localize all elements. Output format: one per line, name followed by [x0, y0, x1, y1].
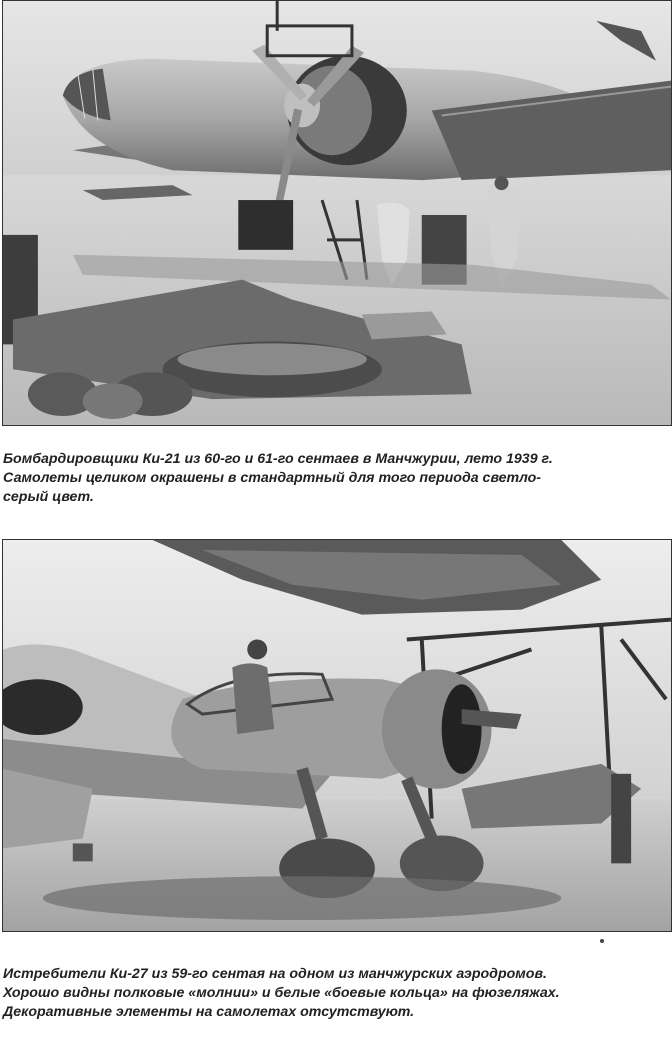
bomber-photo-illustration — [3, 1, 671, 425]
caption-fighters — [3, 965, 672, 1022]
photo-ki21-bombers — [2, 0, 672, 426]
photo-ki27-fighters — [2, 539, 672, 932]
caption-line: Декоративные элементы на самолетах отсутствуют. — [3, 1004, 415, 1020]
fighter-photo-illustration — [3, 540, 671, 931]
caption-line: Хорошо видны полковые «молнии» и белые «боевые кольца» на фюзеляжах. — [3, 985, 560, 1001]
print-artifact-dot — [600, 939, 604, 943]
caption-line: серый цвет. — [3, 489, 94, 505]
caption-line: Бомбардировщики Ки-21 из 60-го и 61-го сентаев в Манчжурии, лето 1939 г. — [3, 451, 553, 467]
caption-line: Истребители Ки-27 из 59-го сентая на одном из манчжурских аэродромов. — [3, 966, 547, 982]
caption-bombers — [3, 450, 672, 507]
caption-line: Самолеты целиком окрашены в стандартный для того периода светло- — [3, 470, 542, 486]
